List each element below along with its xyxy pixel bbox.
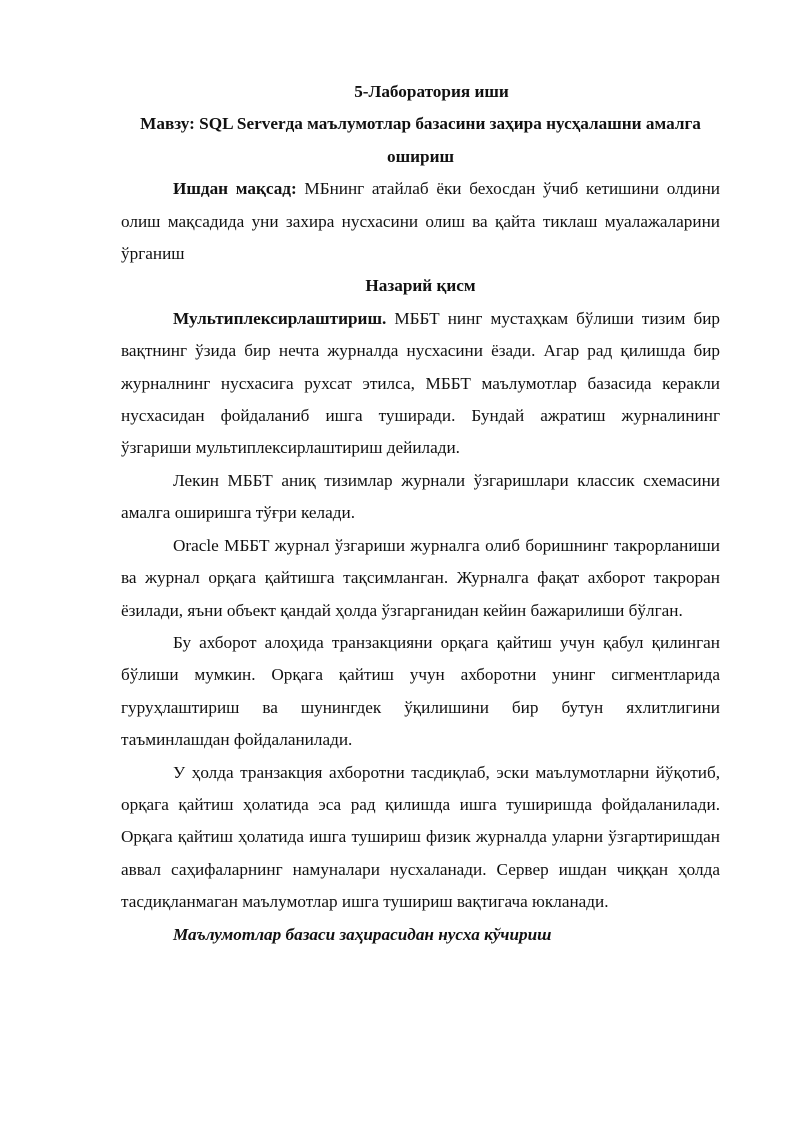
paragraph-text: МББТ нинг мустаҳкам бўлиши тизим бир вақтнинг ўзида бир нечта журналда нусхасини ёзади. Агар рад қилишда бир журналнинг нусхасига рухсат этилса, МББТ маълумотлар базасида керакли нусхасидан фойдаланиб ишга туширади. Бундай ажратиш журналининг ўзгариши мультиплексирлаштириш дейилади. (121, 308, 720, 458)
document-body (121, 76, 720, 951)
paragraph-multiplexing (121, 303, 720, 465)
goal-text: МБнинг атайлаб ёки бехосдан ўчиб кетишини олдини олиш мақсадида уни захира нусхасини олиш ва қайта тиклаш муалажаларини ўрганиш (121, 179, 720, 264)
section-heading: Маълумотлар базаси заҳирасидан нусха кўчириш (173, 924, 552, 944)
paragraph-rollback-info: Бу ахборот алоҳида транзакцияни орқага қайтиш учун қабул қилинган бўлиши мумкин. Орқага қайтиш учун ахборотни унинг сигментларида гуруҳлаштириш ва шунингдек ўқилишини бир бутун яхлитлигини таъминлашдан фойдаланилади. (121, 632, 720, 750)
lab-title: 5-Лаборатория иши (354, 82, 509, 101)
lab-theme: Мавзу: SQL Serverда маълумотлар базасини заҳира нусҳалашни амалга ошириш (140, 114, 701, 166)
paragraph-lead: Мультиплексирлаштириш. (173, 308, 387, 328)
theory-heading: Назарий қисм (365, 276, 476, 296)
paragraph-oracle: Oracle МББТ журнал ўзгариши журналга олиб боришнинг такрорланиши ва журнал орқага қайтишга тақсимланган. Журналга фақат ахборот такроран ёзилади, яъни объект қандай ҳолда ўзгарганидан кейин бажарилиши бўлган. (121, 535, 720, 620)
goal-paragraph (121, 173, 720, 270)
paragraph-classic-scheme: Лекин МББТ аниқ тизимлар журнали ўзгаришлари классик схемасини амалга оширишга тўғри келади. (121, 470, 720, 523)
goal-label: Ишдан мақсад: (173, 179, 297, 199)
paragraph-transaction: У ҳолда транзакция ахборотни тасдиқлаб, эски маълумотларни йўқотиб, орқага қайтиш ҳолатида эса рад қилишда ишга туширишда фойдаланилади. Орқага қайтиш ҳолатида ишга тушириш физик журналда уларни ўзгартиришдан аввал саҳифаларнинг намуналари нусхаланади. Сервер ишдан чиққан ҳолда тасдиқланмаган маълумотлар ишга тушириш вақтигача юкланади. (121, 762, 720, 912)
